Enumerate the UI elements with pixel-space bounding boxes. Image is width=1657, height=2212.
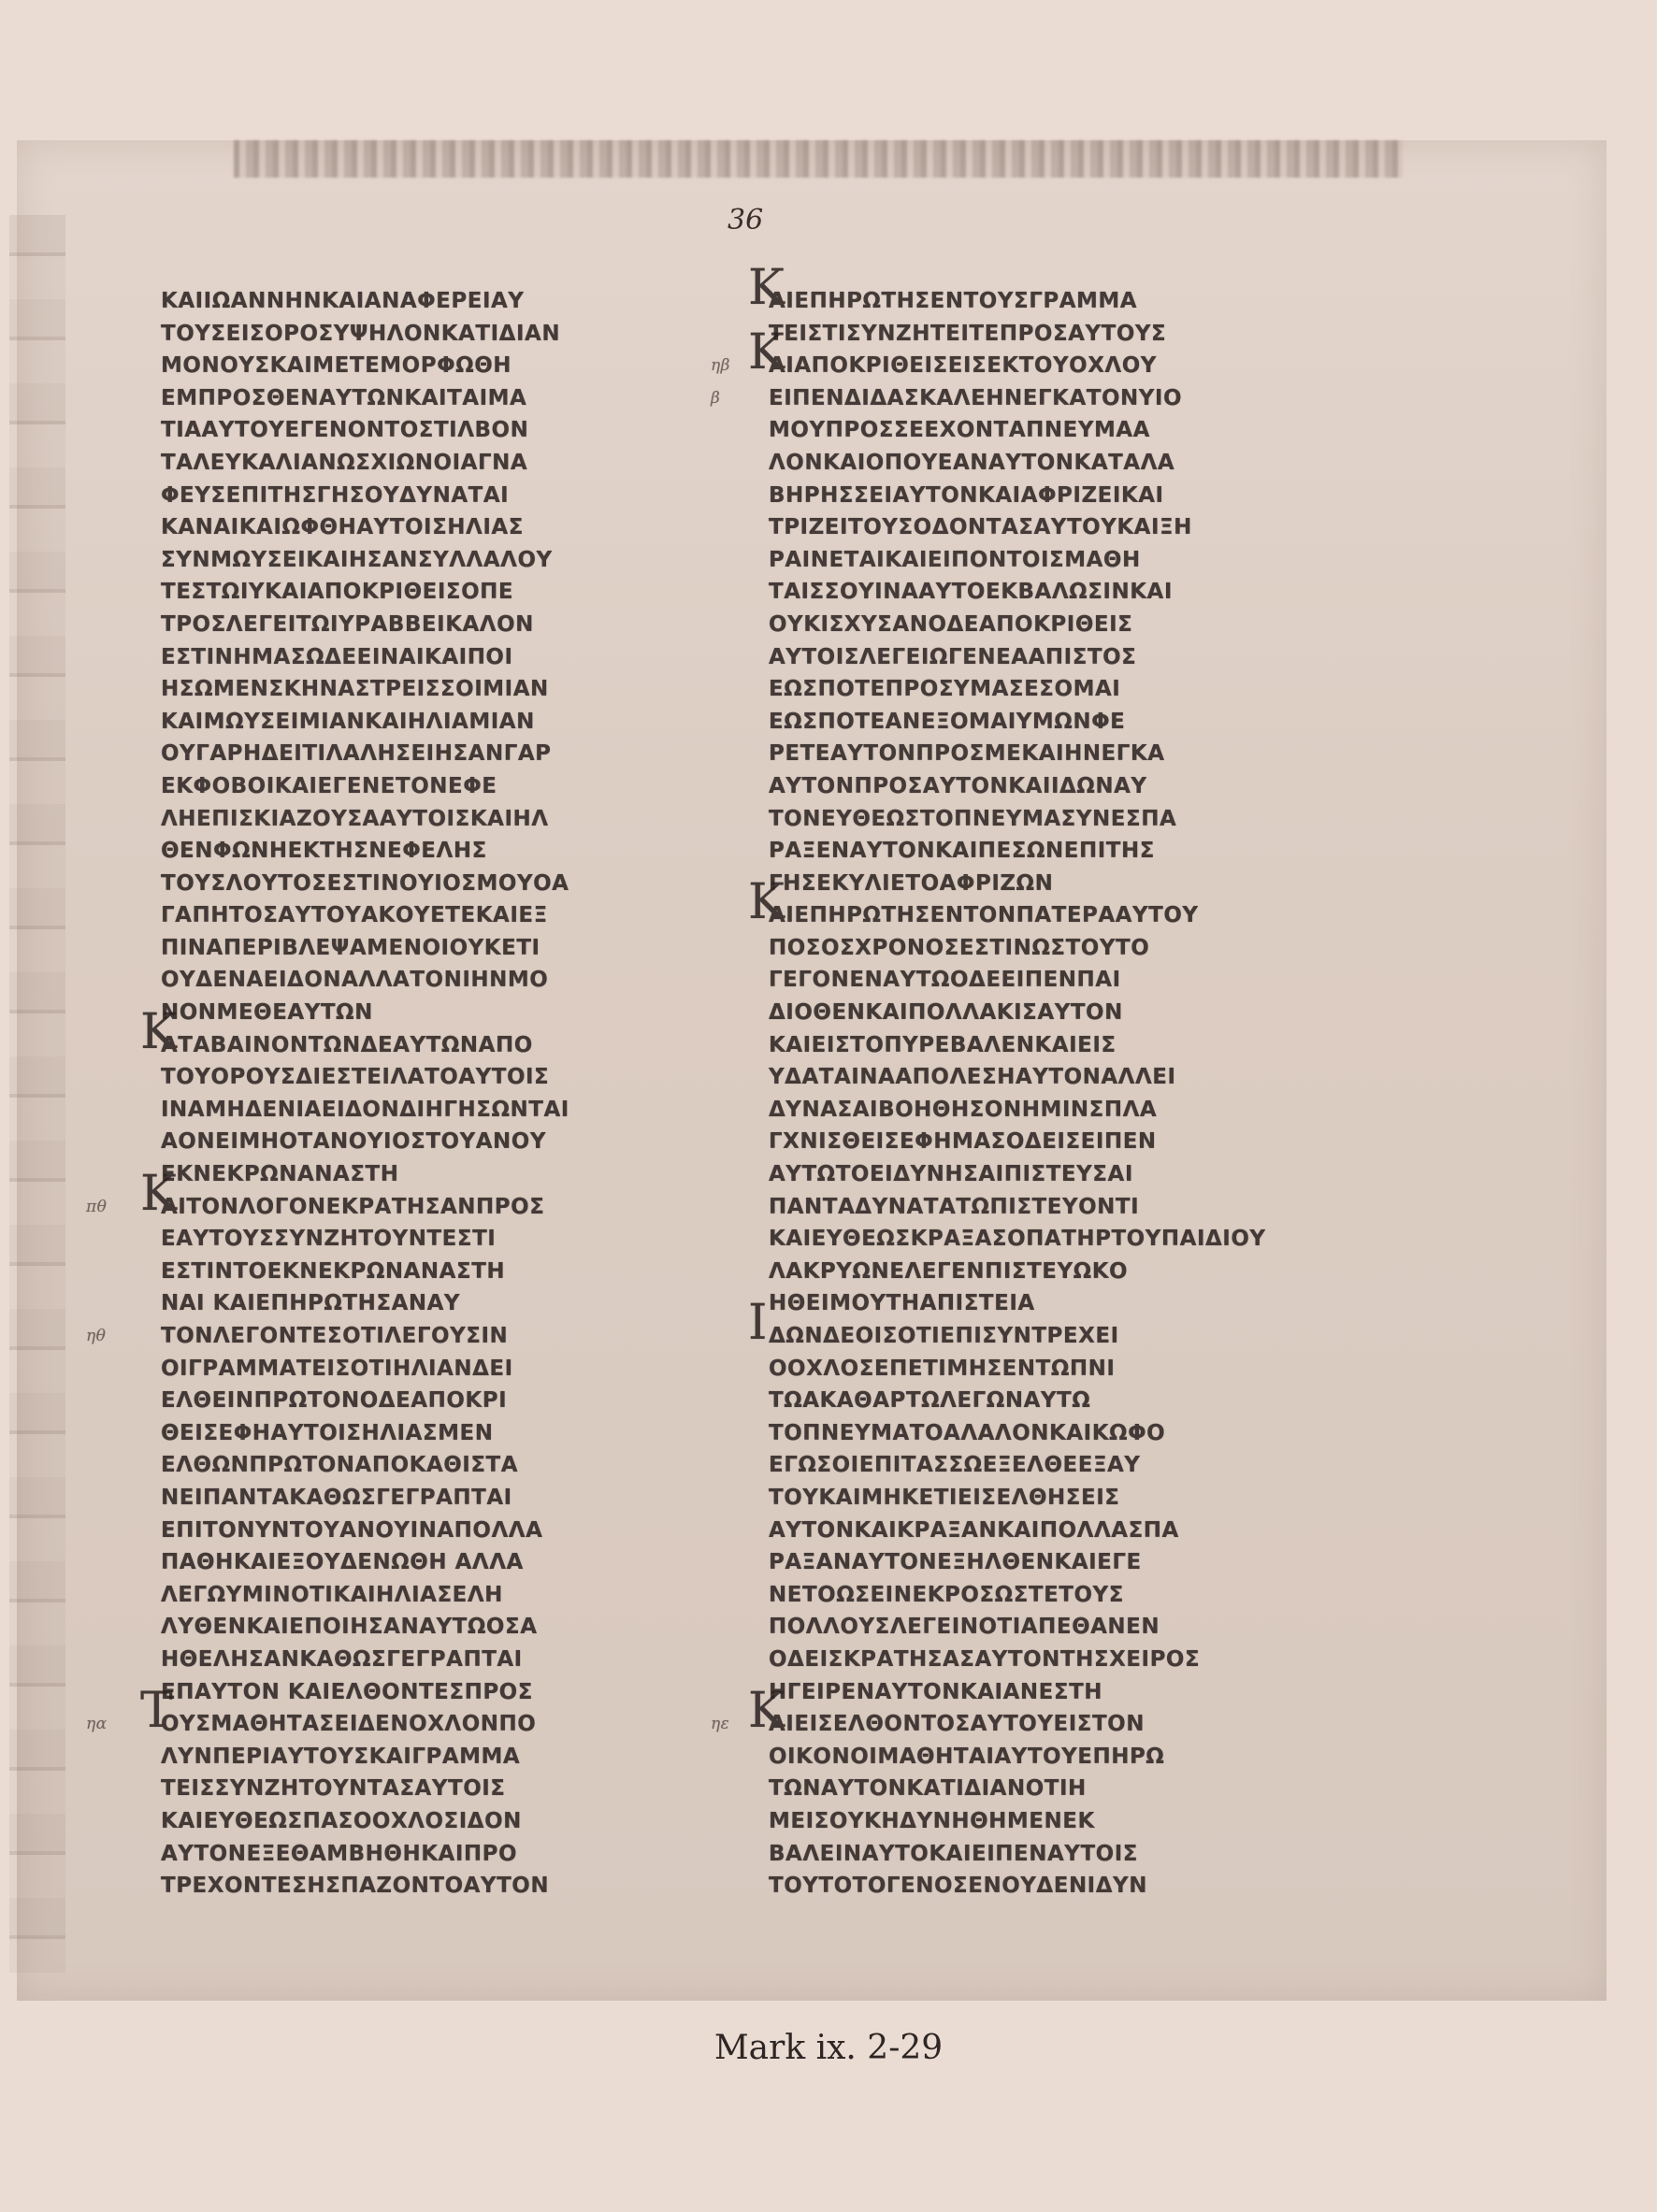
text-line bbox=[161, 1546, 713, 1579]
line-text: ΟΥΣΜΑΘΗΤΑΣΕΙΔΕΝΟΧΛΟΝΠΟ bbox=[161, 1712, 537, 1737]
text-line bbox=[161, 511, 713, 544]
line-text: ΓΑΠΗΤΟΣΑΥΤΟΥΑΚΟΥΕΤΕΚΑΙΕΞ bbox=[161, 903, 548, 928]
margin-sigla: β bbox=[711, 388, 721, 408]
line-text: ΑΙΤΟΝΛΟΓΟΝΕΚΡΑΤΗΣΑΝΠΡΟΣ bbox=[161, 1194, 545, 1219]
line-text: ΓΧΝΙΣΘΕΙΣΕΦΗΜΑΣΟΔΕΙΣΕΙΠΕΝ bbox=[769, 1129, 1157, 1155]
enlarged-initial: Κ bbox=[748, 324, 785, 381]
line-text: ΑΤΑΒΑΙΝΟΝΤΩΝΔΕΑΥΤΩΝΑΠΟ bbox=[161, 1032, 533, 1057]
line-text: ΕΠΙΤΟΝΥΝΤΟΥΑΝΟΥΙΝΑΠΟΛΛΑ bbox=[161, 1517, 543, 1543]
right-text-column bbox=[711, 260, 1320, 1903]
line-text: ΛΥΘΕΝΚΑΙΕΠΟΙΗΣΑΝΑΥΤΩΟΣΑ bbox=[161, 1615, 538, 1640]
line-text: ΑΥΤΟΝΠΡΟΣΑΥΤΟΝΚΑΙΙΔΩΝΑΥ bbox=[769, 773, 1147, 798]
line-text: ΚΑΙΕΥΘΕΩΣΚΡΑΞΑΣΟΠΑΤΗΡΤΟΥΠΑΙΔΙΟΥ bbox=[769, 1227, 1266, 1252]
text-line bbox=[161, 382, 713, 415]
line-text: ΟΙΓΡΑΜΜΑΤΕΙΣΟΤΙΗΛΙΑΝΔΕΙ bbox=[161, 1356, 513, 1381]
text-line bbox=[769, 1546, 1320, 1579]
text-line bbox=[769, 1158, 1320, 1191]
text-line bbox=[711, 382, 1320, 415]
text-line bbox=[769, 1287, 1320, 1320]
line-text: ΓΗΣΕΚΥΛΙΕΤΟΑΦΡΙΖΩΝ bbox=[769, 870, 1054, 896]
text-line bbox=[161, 1870, 713, 1903]
leaf-top-edge bbox=[234, 140, 1403, 178]
line-text: ΟΥΓΑΡΗΔΕΙΤΙΛΑΛΗΣΕΙΗΣΑΝΓΑΡ bbox=[161, 741, 552, 767]
text-line bbox=[769, 511, 1320, 544]
text-line bbox=[769, 835, 1320, 868]
text-line bbox=[161, 447, 713, 480]
line-text: ΟΙΚΟΝΟΙΜΑΘΗΤΑΙΑΥΤΟΥΕΠΗΡΩ bbox=[769, 1744, 1165, 1769]
enlarged-initial: Τ bbox=[140, 1683, 174, 1740]
line-text: ΗΣΩΜΕΝΣΚΗΝΑΣΤΡΕΙΣΣΟΙΜΙΑΝ bbox=[161, 677, 549, 702]
text-line bbox=[161, 1256, 713, 1288]
text-line bbox=[161, 1417, 713, 1450]
text-line bbox=[161, 1773, 713, 1805]
line-text: ΕΠΑΥΤΟΝ ΚΑΙΕΛΘΟΝΤΕΣΠΡΟΣ bbox=[161, 1679, 533, 1704]
text-line bbox=[161, 414, 713, 447]
line-text: ΑΥΤΟΙΣΛΕΓΕΙΩΓΕΝΕΑΑΠΙΣΤΟΣ bbox=[769, 644, 1137, 669]
text-line bbox=[769, 673, 1320, 706]
text-line bbox=[769, 868, 1320, 900]
leaf-left-edge bbox=[9, 215, 65, 1973]
text-line bbox=[161, 1061, 713, 1094]
text-line bbox=[769, 770, 1320, 803]
text-line bbox=[769, 1838, 1320, 1871]
text-line bbox=[161, 1611, 713, 1644]
line-text: ΚΑΙΙΩΑΝΝΗΝΚΑΙΑΝΑΦΕΡΕΙΑΥ bbox=[161, 289, 525, 313]
line-text: ΤΟΥΣΛΟΥΤΟΣΕΣΤΙΝΟΥΙΟΣΜΟΥΟΑ bbox=[161, 870, 569, 896]
line-text: ΤΟΥΣΕΙΣΟΡΟΣΥΨΗΛΟΝΚΑΤΙΔΙΑΝ bbox=[161, 321, 561, 346]
text-line bbox=[769, 318, 1320, 351]
enlarged-initial: Ι bbox=[748, 1295, 769, 1351]
line-text: ΚΑΙΜΩΥΣΕΙΜΙΑΝΚΑΙΗΛΙΑΜΙΑΝ bbox=[161, 709, 535, 734]
line-text: ΔΩΝΔΕΟΙΣΟΤΙΕΠΙΣΥΝΤΡΕΧΕΙ bbox=[769, 1324, 1119, 1348]
line-text: ΤΟΝΛΕΓΟΝΤΕΣΟΤΙΛΕΓΟΥΣΙΝ bbox=[161, 1324, 509, 1348]
line-text: ΕΩΣΠΟΤΕΑΝΕΞΟΜΑΙΥΜΩΝΦΕ bbox=[769, 709, 1126, 734]
line-text: ΒΑΛΕΙΝΑΥΤΟΚΑΙΕΙΠΕΝΑΥΤΟΙΣ bbox=[769, 1841, 1138, 1866]
line-text: ΕΛΘΕΙΝΠΡΩΤΟΝΟΔΕΑΠΟΚΡΙ bbox=[161, 1388, 508, 1414]
text-line bbox=[769, 738, 1320, 770]
line-text: ΒΗΡΗΣΣΕΙΑΥΤΟΝΚΑΙΑΦΡΙΖΕΙΚΑΙ bbox=[769, 482, 1164, 508]
text-line bbox=[769, 447, 1320, 480]
line-text: ΝΕΙΠΑΝΤΑΚΑΘΩΣΓΕΓΡΑΠΤΑΙ bbox=[161, 1485, 512, 1510]
line-text: ΝΑΙ ΚΑΙΕΠΗΡΩΤΗΣΑΝΑΥ bbox=[161, 1291, 461, 1316]
line-text: ΕΩΣΠΟΤΕΠΡΟΣΥΜΑΣΕΣΟΜΑΙ bbox=[769, 677, 1121, 702]
text-line bbox=[769, 1870, 1320, 1903]
line-text: ΔΥΝΑΣΑΙΒΟΗΘΗΣΟΝΗΜΙΝΣΠΛΑ bbox=[769, 1097, 1158, 1122]
text-line bbox=[769, 1417, 1320, 1450]
text-line bbox=[769, 641, 1320, 674]
text-line bbox=[769, 1256, 1320, 1288]
line-text: ΤΑΙΣΣΟΥΙΝΑΑΥΤΟΕΚΒΑΛΩΣΙΝΚΑΙ bbox=[769, 580, 1173, 605]
text-line bbox=[161, 1515, 713, 1547]
enlarged-initial: Κ bbox=[140, 1165, 178, 1222]
line-text: ΤΕΣΤΩΙΥΚΑΙΑΠΟΚΡΙΘΕΙΣΟΠΕ bbox=[161, 580, 514, 605]
margin-sigla: ηβ bbox=[711, 356, 731, 376]
enlarged-initial: Κ bbox=[748, 874, 785, 931]
text-line bbox=[769, 1482, 1320, 1515]
text-line bbox=[161, 641, 713, 674]
line-text: ΛΕΓΩΥΜΙΝΟΤΙΚΑΙΗΛΙΑΣΕΛΗ bbox=[161, 1582, 503, 1607]
line-text: ΤΙΑΑΥΤΟΥΕΓΕΝΟΝΤΟΣΤΙΛΒΟΝ bbox=[161, 418, 529, 443]
text-line bbox=[161, 835, 713, 868]
margin-sigla: ηε bbox=[711, 1715, 730, 1734]
line-text: ΠΑΘΗΚΑΙΕΞΟΥΔΕΝΩΘΗ ΑΛΛΑ bbox=[161, 1550, 524, 1575]
left-text-column bbox=[86, 285, 713, 1903]
text-line bbox=[161, 868, 713, 900]
line-text: ΑΙΕΠΗΡΩΤΗΣΕΝΤΟΥΣΓΡΑΜΜΑ bbox=[769, 289, 1138, 313]
line-text: ΤΡΕΧΟΝΤΕΣΗΣΠΑΖΟΝΤΟΑΥΤΟΝ bbox=[161, 1874, 550, 1899]
text-line bbox=[769, 1353, 1320, 1386]
line-text: ΟΔΕΙΣΚΡΑΤΗΣΑΣΑΥΤΟΝΤΗΣΧΕΙΡΟΣ bbox=[769, 1646, 1201, 1672]
text-line bbox=[161, 738, 713, 770]
line-text: ΜΟΝΟΥΣΚΑΙΜΕΤΕΜΟΡΦΩΘΗ bbox=[161, 353, 512, 379]
line-text: ΤΡΟΣΛΕΓΕΙΤΩΙΥΡΑΒΒΕΙΚΑΛΟΝ bbox=[161, 611, 534, 637]
line-text: ΕΛΘΩΝΠΡΩΤΟΝΑΠΟΚΑΘΙΣΤΑ bbox=[161, 1453, 519, 1478]
text-line bbox=[161, 1449, 713, 1482]
line-text: ΑΙΕΠΗΡΩΤΗΣΕΝΤΟΝΠΑΤΕΡΑΑΥΤΟΥ bbox=[769, 903, 1199, 928]
text-line bbox=[161, 803, 713, 836]
text-line bbox=[769, 997, 1320, 1029]
text-line bbox=[161, 576, 713, 609]
text-line bbox=[161, 1644, 713, 1676]
text-line bbox=[769, 1676, 1320, 1709]
text-line bbox=[769, 1515, 1320, 1547]
line-text: ΙΝΑΜΗΔΕΝΙΑΕΙΔΟΝΔΙΗΓΗΣΩΝΤΑΙ bbox=[161, 1097, 569, 1122]
text-line bbox=[769, 1223, 1320, 1256]
line-text: ΔΙΟΘΕΝΚΑΙΠΟΛΛΑΚΙΣΑΥΤΟΝ bbox=[769, 1000, 1123, 1026]
line-text: ΕΑΥΤΟΥΣΣΥΝΖΗΤΟΥΝΤΕΣΤΙ bbox=[161, 1227, 497, 1252]
text-line bbox=[748, 260, 1320, 318]
text-line bbox=[161, 706, 713, 739]
line-text: ΑΙΕΙΣΕΛΘΟΝΤΟΣΑΥΤΟΥΕΙΣΤΟΝ bbox=[769, 1712, 1145, 1737]
line-text: ΟΥΔΕΝΑΕΙΔΟΝΑΛΛΑΤΟΝΙΗΝΜΟ bbox=[161, 968, 549, 993]
line-text: ΠΟΣΟΣΧΡΟΝΟΣΕΣΤΙΝΩΣΤΟΥΤΟ bbox=[769, 935, 1150, 960]
text-line bbox=[769, 414, 1320, 447]
line-text: ΓΕΓΟΝΕΝΑΥΤΩΟΔΕΕΙΠΕΝΠΑΙ bbox=[769, 968, 1121, 993]
line-text: ΡΑΞΑΝΑΥΤΟΝΕΞΗΛΘΕΝΚΑΙΕΓΕ bbox=[769, 1550, 1142, 1575]
text-line bbox=[769, 480, 1320, 512]
line-text: ΣΥΝΜΩΥΣΕΙΚΑΙΗΣΑΝΣΥΛΛΑΛΟΥ bbox=[161, 547, 553, 572]
text-line bbox=[769, 1741, 1320, 1774]
text-line bbox=[161, 899, 713, 932]
line-text: ΜΟΥΠΡΟΣΣΕΕΧΟΝΤΑΠΝΕΥΜΑΑ bbox=[769, 418, 1150, 443]
line-text: ΑΥΤΟΝΕΞΕΘΑΜΒΗΘΗΚΑΙΠΡΟ bbox=[161, 1841, 518, 1866]
text-line bbox=[161, 964, 713, 997]
text-line bbox=[769, 1126, 1320, 1158]
text-line bbox=[161, 1223, 713, 1256]
text-line bbox=[769, 1061, 1320, 1094]
text-line bbox=[161, 480, 713, 512]
line-text: ΤΩΝΑΥΤΟΝΚΑΤΙΔΙΑΝΟΤΙΗ bbox=[769, 1776, 1087, 1802]
text-line bbox=[769, 706, 1320, 739]
text-line bbox=[161, 1094, 713, 1127]
text-line bbox=[769, 1579, 1320, 1612]
text-line bbox=[161, 997, 713, 1029]
line-text: ΘΕΝΦΩΝΗΕΚΤΗΣΝΕΦΕΛΗΣ bbox=[161, 839, 487, 864]
text-line bbox=[161, 673, 713, 706]
text-line bbox=[161, 770, 713, 803]
text-line bbox=[769, 964, 1320, 997]
text-line bbox=[769, 1611, 1320, 1644]
text-line bbox=[769, 1805, 1320, 1838]
line-text: ΤΟΥΤΟΤΟΓΕΝΟΣΕΝΟΥΔΕΝΙΔΥΝ bbox=[769, 1874, 1147, 1899]
text-line bbox=[161, 285, 713, 318]
line-text: ΕΣΤΙΝΤΟΕΚΝΕΚΡΩΝΑΝΑΣΤΗ bbox=[161, 1258, 506, 1284]
line-text: ΤΟΝΕΥΘΕΩΣΤΟΠΝΕΥΜΑΣΥΝΕΣΠΑ bbox=[769, 806, 1177, 831]
margin-sigla: ηα bbox=[86, 1715, 108, 1734]
text-line bbox=[161, 932, 713, 965]
line-text: ΡΕΤΕΑΥΤΟΝΠΡΟΣΜΕΚΑΙΗΝΕΓΚΑ bbox=[769, 741, 1165, 767]
line-text: ΝΕΤΟΩΣΕΙΝΕΚΡΟΣΩΣΤΕΤΟΥΣ bbox=[769, 1582, 1124, 1607]
line-text: ΜΕΙΣΟΥΚΗΔΥΝΗΘΗΜΕΝΕΚ bbox=[769, 1808, 1095, 1833]
line-text: ΛΥΝΠΕΡΙΑΥΤΟΥΣΚΑΙΓΡΑΜΜΑ bbox=[161, 1744, 521, 1769]
line-text: ΕΓΩΣΟΙΕΠΙΤΑΣΣΩΕΞΕΛΘΕΕΞΑΥ bbox=[769, 1453, 1141, 1478]
line-text: ΤΟΥΟΡΟΥΣΔΙΕΣΤΕΙΛΑΤΟΑΥΤΟΙΣ bbox=[161, 1065, 550, 1090]
text-line bbox=[769, 1449, 1320, 1482]
text-line bbox=[769, 609, 1320, 641]
line-text: ΟΥΚΙΣΧΥΣΑΝΟΔΕΑΠΟΚΡΙΘΕΙΣ bbox=[769, 611, 1133, 637]
line-text: ΤΕΙΣΣΥΝΖΗΤΟΥΝΤΑΣΑΥΤΟΙΣ bbox=[161, 1776, 506, 1802]
line-text: ΤΟΠΝΕΥΜΑΤΟΑΛΑΛΟΝΚΑΙΚΩΦΟ bbox=[769, 1420, 1166, 1445]
text-line bbox=[769, 932, 1320, 965]
text-line bbox=[161, 609, 713, 641]
margin-sigla: ηθ bbox=[86, 1327, 107, 1345]
text-line bbox=[769, 576, 1320, 609]
line-text: ΝΟΝΜΕΘΕΑΥΤΩΝ bbox=[161, 1000, 373, 1026]
line-text: ΛΑΚΡΥΩΝΕΛΕΓΕΝΠΙΣΤΕΥΩΚΟ bbox=[769, 1258, 1129, 1284]
text-line bbox=[86, 1320, 713, 1353]
text-line bbox=[161, 1676, 713, 1709]
text-line bbox=[161, 1385, 713, 1417]
line-text: ΚΑΝΑΙΚΑΙΩΦΘΗΑΥΤΟΙΣΗΛΙΑΣ bbox=[161, 515, 524, 540]
line-text: ΠΑΝΤΑΔΥΝΑΤΑΤΩΠΙΣΤΕΥΟΝΤΙ bbox=[769, 1194, 1140, 1219]
text-line bbox=[161, 1126, 713, 1158]
text-line bbox=[769, 803, 1320, 836]
line-text: ΤΡΙΖΕΙΤΟΥΣΟΔΟΝΤΑΣΑΥΤΟΥΚΑΙΞΗ bbox=[769, 515, 1192, 540]
enlarged-initial: Κ bbox=[748, 260, 785, 316]
text-line bbox=[769, 1385, 1320, 1417]
line-text: ΑΟΝΕΙΜΗΟΤΑΝΟΥΙΟΣΤΟΥΑΝΟΥ bbox=[161, 1129, 546, 1155]
text-line bbox=[161, 1482, 713, 1515]
line-text: ΤΕΙΣΤΙΣΥΝΖΗΤΕΙΤΕΠΡΟΣΑΥΤΟΥΣ bbox=[769, 321, 1167, 346]
text-line bbox=[161, 1353, 713, 1386]
line-text: ΠΟΛΛΟΥΣΛΕΓΕΙΝΟΤΙΑΠΕΘΑΝΕΝ bbox=[769, 1615, 1160, 1640]
plate-caption: Mark ix. 2-29 bbox=[713, 2029, 944, 2067]
line-text: ΕΚΦΟΒΟΙΚΑΙΕΓΕΝΕΤΟΝΕΦΕ bbox=[161, 773, 497, 798]
line-text: ΛΟΝΚΑΙΟΠΟΥΕΑΝΑΥΤΟΝΚΑΤΑΛΑ bbox=[769, 450, 1175, 475]
line-text: ΕΚΝΕΚΡΩΝΑΝΑΣΤΗ bbox=[161, 1162, 399, 1187]
line-text: ΚΑΙΕΙΣΤΟΠΥΡΕΒΑΛΕΝΚΑΙΕΙΣ bbox=[769, 1032, 1117, 1057]
line-text: ΗΘΕΛΗΣΑΝΚΑΘΩΣΓΕΓΡΑΠΤΑΙ bbox=[161, 1646, 523, 1672]
line-text: ΘΕΙΣΕΦΗΑΥΤΟΙΣΗΛΙΑΣΜΕΝ bbox=[161, 1420, 494, 1445]
enlarged-initial: Κ bbox=[140, 1003, 178, 1060]
text-line bbox=[161, 350, 713, 382]
line-text: ΤΑΛΕΥΚΑΛΙΑΝΩΣΧΙΩΝΟΙΑΓΝΑ bbox=[161, 450, 528, 475]
text-line bbox=[161, 1158, 713, 1191]
line-text: ΗΘΕΙΜΟΥΤΗΑΠΙΣΤΕΙΑ bbox=[769, 1291, 1035, 1316]
line-text: ΑΥΤΩΤΟΕΙΔΥΝΗΣΑΙΠΙΣΤΕΥΣΑΙ bbox=[769, 1162, 1133, 1187]
line-text: ΑΙΑΠΟΚΡΙΘΕΙΣΕΙΣΕΚΤΟΥΟΧΛΟΥ bbox=[769, 353, 1157, 379]
page-number: 36 bbox=[728, 204, 764, 237]
line-text: ΕΣΤΙΝΗΜΑΣΩΔΕΕΙΝΑΙΚΑΙΠΟΙ bbox=[161, 644, 513, 669]
text-line bbox=[161, 318, 713, 351]
text-line bbox=[769, 1029, 1320, 1062]
text-line bbox=[769, 1191, 1320, 1224]
text-line bbox=[161, 1287, 713, 1320]
text-line bbox=[161, 544, 713, 577]
line-text: ΦΕΥΣΕΠΙΤΗΣΓΗΣΟΥΔΥΝΑΤΑΙ bbox=[161, 482, 510, 508]
text-line bbox=[769, 1094, 1320, 1127]
line-text: ΥΔΑΤΑΙΝΑΑΠΟΛΕΣΗΑΥΤΟΝΑΛΛΕΙ bbox=[769, 1065, 1176, 1090]
line-text: ΕΙΠΕΝΔΙΔΑΣΚΑΛΕΗΝΕΓΚΑΤΟΝΥΙΟ bbox=[769, 385, 1183, 410]
margin-sigla: πθ bbox=[86, 1197, 108, 1216]
line-text: ΑΥΤΟΝΚΑΙΚΡΑΞΑΝΚΑΙΠΟΛΛΑΣΠΑ bbox=[769, 1517, 1179, 1543]
line-text: ΤΟΥΚΑΙΜΗΚΕΤΙΕΙΣΕΛΘΗΣΕΙΣ bbox=[769, 1485, 1120, 1510]
line-text: ΟΟΧΛΟΣΕΠΕΤΙΜΗΣΕΝΤΩΠΝΙ bbox=[769, 1356, 1116, 1381]
text-line bbox=[769, 544, 1320, 577]
line-text: ΡΑΙΝΕΤΑΙΚΑΙΕΙΠΟΝΤΟΙΣΜΑΘΗ bbox=[769, 547, 1141, 572]
line-text: ΡΑΞΕΝΑΥΤΟΝΚΑΙΠΕΣΩΝΕΠΙΤΗΣ bbox=[769, 839, 1155, 864]
line-text: ΛΗΕΠΙΣΚΙΑΖΟΥΣΑΑΥΤΟΙΣΚΑΙΗΛ bbox=[161, 806, 549, 831]
line-text: ΚΑΙΕΥΘΕΩΣΠΑΣΟΟΧΛΟΣΙΔΟΝ bbox=[161, 1808, 522, 1833]
text-line bbox=[769, 1773, 1320, 1805]
text-line bbox=[161, 1741, 713, 1774]
enlarged-initial: Κ bbox=[748, 1683, 785, 1740]
line-text: ΠΙΝΑΠΕΡΙΒΛΕΨΑΜΕΝΟΙΟΥΚΕΤΙ bbox=[161, 935, 540, 960]
text-line bbox=[161, 1838, 713, 1871]
text-line bbox=[161, 1579, 713, 1612]
text-line bbox=[769, 1644, 1320, 1676]
line-text: ΕΜΠΡΟΣΘΕΝΑΥΤΩΝΚΑΙΤΑΙΜΑ bbox=[161, 385, 527, 410]
line-text: ΤΩΑΚΑΘΑΡΤΩΛΕΓΩΝΑΥΤΩ bbox=[769, 1388, 1091, 1414]
line-text: ΗΓΕΙΡΕΝΑΥΤΟΝΚΑΙΑΝΕΣΤΗ bbox=[769, 1679, 1103, 1704]
text-line bbox=[161, 1805, 713, 1838]
